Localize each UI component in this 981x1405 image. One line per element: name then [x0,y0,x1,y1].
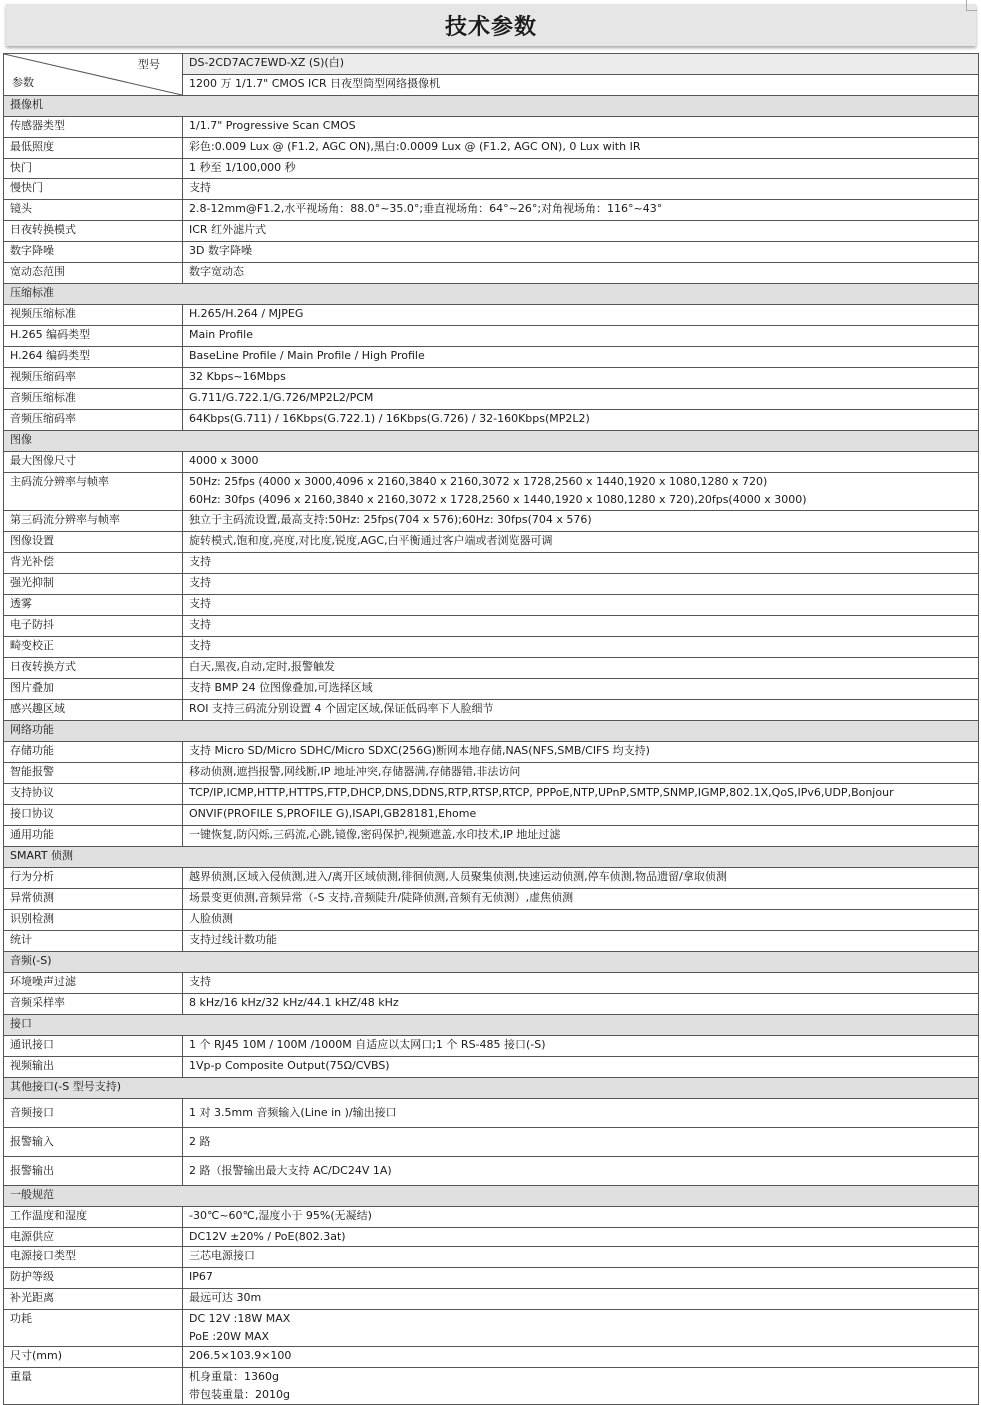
spec-label: 工作温度和湿度 [4,1207,183,1228]
spec-label: 日夜转换模式 [4,221,183,242]
spec-value [183,616,979,637]
spec-row [4,805,979,826]
spec-value-line: 支持 BMP 24 位图像叠加,可选择区域 [189,681,373,694]
spec-row [4,595,979,616]
spec-row [4,452,979,473]
spec-value-line: 机身重量：1360g [189,1370,279,1383]
spec-label: 音频采样率 [4,994,183,1015]
section-row [4,721,979,742]
spec-value [183,637,979,658]
spec-value [183,994,979,1015]
spec-value-line: 1 对 3.5mm 音频输入(Line in )/输出接口 [189,1106,397,1119]
spec-row [4,574,979,595]
spec-row [4,931,979,952]
spec-value [183,1057,979,1078]
spec-row [4,1157,979,1186]
spec-label: 报警输出 [4,1157,183,1186]
spec-label: H.265 编码类型 [4,326,183,347]
spec-value-line: 1 个 RJ45 10M / 100M /1000M 自适应以太网口;1 个 RS-485 接口(-S) [189,1038,546,1051]
section-title: 网络功能 [4,721,979,742]
spec-label: 图像设置 [4,532,183,553]
spec-label: H.264 编码类型 [4,347,183,368]
spec-value [183,889,979,910]
spec-row [4,389,979,410]
spec-value-line: 支持 [189,555,211,568]
spec-label: 快门 [4,159,183,179]
spec-label: 电源接口类型 [4,1247,183,1268]
spec-row [4,1247,979,1268]
spec-label: 视频压缩标准 [4,305,183,326]
page-title: 技术参数 [444,15,537,40]
spec-label: 感兴趣区域 [4,700,183,721]
spec-value [183,931,979,952]
section-title: 音频(-S) [4,952,979,973]
spec-value [183,326,979,347]
spec-row [4,553,979,574]
spec-value-line: 三芯电源接口 [189,1249,255,1262]
spec-value-line: BaseLine Profile / Main Profile / High Profile [189,349,425,362]
spec-value-line: 支持过线计数功能 [189,933,277,946]
spec-value-line: 50Hz: 25fps (4000 x 3000,4096 x 2160,3840 x 2160,3072 x 1728,2560 x 1440,1920 x 1080,1280 x 720) [189,475,768,488]
spec-value [183,138,979,159]
spec-row [4,159,979,179]
spec-value-line: 一键恢复,防闪烁,三码流,心跳,镜像,密码保护,视频遮盖,水印技术,IP 地址过滤 [189,828,561,841]
spec-value-line: 2 路 [189,1135,211,1148]
spec-label: 日夜转换方式 [4,658,183,679]
spec-value-line: PoE :20W MAX [189,1330,270,1343]
spec-value [183,511,979,532]
spec-row [4,221,979,242]
spec-value [183,1099,979,1128]
spec-label: 音频压缩标准 [4,389,183,410]
spec-label: 图片叠加 [4,679,183,700]
spec-value [183,1289,979,1310]
spec-row [4,679,979,700]
spec-row [4,1368,979,1405]
spec-label: 统计 [4,931,183,952]
spec-row [4,410,979,431]
spec-table [3,53,979,1405]
spec-value-line: 8 kHz/16 kHz/32 kHz/44.1 kHZ/48 kHz [189,996,399,1009]
spec-label: 强光抑制 [4,574,183,595]
spec-label: 环境噪声过滤 [4,973,183,994]
section-title: SMART 侦测 [4,847,979,868]
spec-value [183,700,979,721]
spec-row [4,1347,979,1368]
spec-value-line: 1 秒至 1/100,000 秒 [189,161,296,174]
spec-row [4,763,979,784]
spec-row [4,1099,979,1128]
spec-value [183,532,979,553]
spec-row [4,616,979,637]
spec-value [183,910,979,931]
section-row [4,96,979,117]
section-row [4,847,979,868]
spec-row [4,826,979,847]
spec-label: 补光距离 [4,1289,183,1310]
spec-value-line: 旋转模式,饱和度,亮度,对比度,锐度,AGC,白平衡通过客户端或者浏览器可调 [189,534,553,547]
spec-value [183,473,979,511]
spec-row [4,784,979,805]
spec-value [183,179,979,200]
spec-value [183,763,979,784]
spec-value [183,368,979,389]
spec-value-line: 4000 x 3000 [189,454,259,467]
spec-value [183,242,979,263]
spec-label: 背光补偿 [4,553,183,574]
spec-label: 功耗 [4,1310,183,1347]
spec-value [183,159,979,179]
spec-value-line: 206.5×103.9×100 [189,1349,292,1362]
spec-label: 电源供应 [4,1228,183,1247]
spec-value [183,452,979,473]
spec-value [183,263,979,284]
spec-value-line: 支持 [189,975,211,988]
spec-value-line: 带包装重量：2010g [189,1388,290,1401]
spec-value-line: -30℃~60℃,湿度小于 95%(无凝结) [189,1209,372,1222]
spec-row [4,742,979,763]
spec-label: 接口协议 [4,805,183,826]
spec-value [183,347,979,368]
spec-value-line: Main Profile [189,328,253,341]
model-label: 型号 [138,58,160,71]
spec-value [183,117,979,138]
spec-row [4,637,979,658]
spec-value [183,1207,979,1228]
section-title: 压缩标准 [4,284,979,305]
spec-value [183,805,979,826]
spec-label: 慢快门 [4,179,183,200]
section-title: 图像 [4,431,979,452]
section-title: 一般规范 [4,1186,979,1207]
spec-label: 传感器类型 [4,117,183,138]
spec-value-line: 人脸侦测 [189,912,233,925]
spec-row [4,1228,979,1247]
spec-value-line: 3D 数字降噪 [189,244,252,257]
section-title: 摄像机 [4,96,979,117]
param-label: 参数 [12,76,34,89]
spec-value-line: 最远可达 30m [189,1291,262,1304]
spec-row [4,994,979,1015]
spec-value-line: 1Vp-p Composite Output(75Ω/CVBS) [189,1059,390,1072]
section-title: 其他接口(-S 型号支持) [4,1078,979,1099]
spec-value-line: 独立于主码流设置,最高支持:50Hz: 25fps(704 x 576);60Hz: 30fps(704 x 576) [189,513,592,526]
spec-value-line: 2.8-12mm@F1.2,水平视场角：88.0°~35.0°;垂直视场角：64°~26°;对角视场角：116°~43° [189,202,663,215]
spec-value-line: 60Hz: 30fps (4096 x 2160,3840 x 2160,3072 x 1728,2560 x 1440,1920 x 1080,1280 x 720),20fps(4000 x 3000) [189,493,807,506]
spec-value [183,742,979,763]
spec-label: 行为分析 [4,868,183,889]
spec-value-line: 支持 [189,597,211,610]
header-diagonal-cell [4,54,183,96]
section-row [4,431,979,452]
spec-value [183,1368,979,1405]
spec-value-line: 白天,黑夜,自动,定时,报警触发 [189,660,335,673]
spec-row [4,700,979,721]
section-title: 接口 [4,1015,979,1036]
spec-value-line: ICR 红外滤片式 [189,223,267,236]
spec-label: 识别检测 [4,910,183,931]
spec-label: 报警输入 [4,1128,183,1157]
spec-row [4,138,979,159]
header-row [4,54,979,75]
spec-label: 存储功能 [4,742,183,763]
spec-row [4,1289,979,1310]
model-description: 1200 万 1/1.7" CMOS ICR 日夜型筒型网络摄像机 [183,75,979,96]
spec-value [183,1247,979,1268]
spec-label: 最大图像尺寸 [4,452,183,473]
spec-row [4,1036,979,1057]
model-value: DS-2CD7AC7EWD-XZ (S)(白) [183,54,979,75]
spec-row [4,117,979,138]
spec-label: 最低照度 [4,138,183,159]
spec-value [183,679,979,700]
spec-label: 智能报警 [4,763,183,784]
spec-row [4,511,979,532]
spec-value-line: 2 路（报警输出最大支持 AC/DC24V 1A) [189,1164,392,1177]
spec-value [183,200,979,221]
spec-row [4,305,979,326]
title-bar [6,4,976,46]
spec-value-line: 支持 [189,576,211,589]
spec-label: 重量 [4,1368,183,1405]
spec-value-line: 越界侦测,区域入侵侦测,进入/离开区域侦测,徘徊侦测,人员聚集侦测,快速运动侦测,停车侦测,物品遗留/拿取侦测 [189,870,727,883]
spec-label: 电子防抖 [4,616,183,637]
spec-value [183,389,979,410]
section-row [4,1186,979,1207]
spec-value [183,595,979,616]
spec-label: 通讯接口 [4,1036,183,1057]
spec-value-line: 彩色:0.009 Lux @ (F1.2, AGC ON),黑白:0.0009 Lux @ (F1.2, AGC ON), 0 Lux with IR [189,140,641,153]
section-row [4,1015,979,1036]
spec-value [183,658,979,679]
spec-row [4,868,979,889]
section-row [4,284,979,305]
spec-value [183,553,979,574]
spec-value [183,1036,979,1057]
spec-value-line: G.711/G.722.1/G.726/MP2L2/PCM [189,391,374,404]
section-row [4,952,979,973]
spec-row [4,532,979,553]
spec-value-line: 支持 [189,618,211,631]
spec-label: 主码流分辨率与帧率 [4,473,183,511]
spec-value-line: ROI 支持三码流分别设置 4 个固定区域,保证低码率下人脸细节 [189,702,494,715]
spec-value-line: 支持 [189,639,211,652]
spec-value [183,1347,979,1368]
spec-value-line: DC12V ±20% / PoE(802.3at) [189,1230,346,1243]
spec-row [4,473,979,511]
spec-row [4,910,979,931]
spec-value [183,1228,979,1247]
spec-row [4,326,979,347]
spec-value [183,1157,979,1186]
spec-label: 音频压缩码率 [4,410,183,431]
spec-label: 异常侦测 [4,889,183,910]
spec-value-line: 32 Kbps~16Mbps [189,370,286,383]
spec-value-line: H.265/H.264 / MJPEG [189,307,304,320]
spec-value-line: 64Kbps(G.711) / 16Kbps(G.722.1) / 16Kbps(G.726) / 32-160Kbps(MP2L2) [189,412,590,425]
spec-row [4,179,979,200]
spec-label: 视频输出 [4,1057,183,1078]
spec-value-line: 移动侦测,遮挡报警,网线断,IP 地址冲突,存储器满,存储器错,非法访问 [189,765,521,778]
spec-row [4,200,979,221]
spec-label: 第三码流分辨率与帧率 [4,511,183,532]
spec-row [4,658,979,679]
spec-row [4,1128,979,1157]
spec-row [4,1310,979,1347]
spec-row [4,1268,979,1289]
spec-value [183,1268,979,1289]
spec-value [183,1310,979,1347]
spec-row [4,973,979,994]
spec-label: 宽动态范围 [4,263,183,284]
spec-row [4,889,979,910]
spec-label: 支持协议 [4,784,183,805]
section-row [4,1078,979,1099]
spec-value-line: 数字宽动态 [189,265,244,278]
spec-label: 视频压缩码率 [4,368,183,389]
spec-row [4,1057,979,1078]
spec-value-line: DC 12V :18W MAX [189,1312,291,1325]
spec-value [183,868,979,889]
spec-value [183,574,979,595]
spec-value [183,784,979,805]
spec-label: 音频接口 [4,1099,183,1128]
spec-value [183,826,979,847]
spec-value [183,973,979,994]
spec-value-line: TCP/IP,ICMP,HTTP,HTTPS,FTP,DHCP,DNS,DDNS,RTP,RTSP,RTCP, PPPoE,NTP,UPnP,SMTP,SNMP,IGMP,802.1X,QoS,IPv6,UDP,Bonjour [189,786,894,799]
spec-value-line: 场景变更侦测,音频异常（-S 支持,音频陡升/陡降侦测,音频有无侦测）,虚焦侦测 [189,891,574,904]
page-corner-mark [966,0,977,11]
spec-value-line: IP67 [189,1270,213,1283]
spec-value-line: ONVIF(PROFILE S,PROFILE G),ISAPI,GB28181,Ehome [189,807,477,820]
spec-row [4,347,979,368]
spec-value-line: 支持 [189,181,211,194]
spec-label: 畸变校正 [4,637,183,658]
spec-label: 镜头 [4,200,183,221]
spec-row [4,368,979,389]
spec-value [183,221,979,242]
spec-row [4,1207,979,1228]
spec-value-line: 1/1.7" Progressive Scan CMOS [189,119,356,132]
spec-label: 通用功能 [4,826,183,847]
spec-row [4,242,979,263]
spec-label: 尺寸(mm) [4,1347,183,1368]
spec-value-line: 支持 Micro SD/Micro SDHC/Micro SDXC(256G)断网本地存储,NAS(NFS,SMB/CIFS 均支持) [189,744,650,757]
spec-label: 透雾 [4,595,183,616]
spec-value [183,305,979,326]
spec-row [4,263,979,284]
spec-value [183,410,979,431]
spec-label: 防护等级 [4,1268,183,1289]
spec-label: 数字降噪 [4,242,183,263]
spec-value [183,1128,979,1157]
